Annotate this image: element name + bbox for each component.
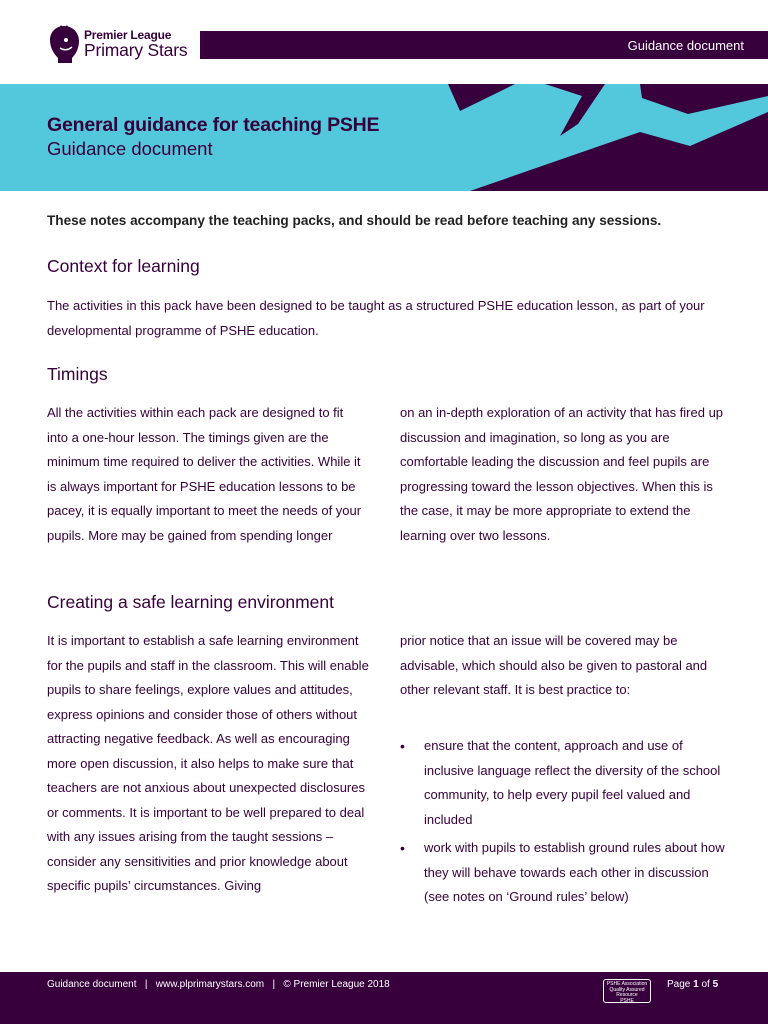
context-paragraph: The activities in this pack have been designed to be taught as a structured PSHE education lesson, as part of your developmental programme of PSHE education. bbox=[47, 298, 705, 338]
section-heading-context: Context for learning bbox=[47, 256, 200, 276]
best-practice-list bbox=[400, 734, 730, 914]
pshe-quality-badge bbox=[603, 979, 651, 1003]
footer-text bbox=[47, 979, 390, 990]
page-total: 5 bbox=[712, 979, 719, 990]
page-subtitle: Guidance document bbox=[47, 138, 213, 159]
badge-line1: PSHE Association bbox=[606, 981, 648, 987]
brand-line2: Primary Stars bbox=[84, 40, 188, 60]
intro-note: These notes accompany the teaching packs, and should be read before teaching any sessions. bbox=[47, 213, 662, 228]
badge-line2: Quality Assured bbox=[609, 986, 645, 993]
lion-logo-icon bbox=[46, 24, 82, 64]
badge-line3: Resource bbox=[616, 992, 638, 998]
footer-links: Guidance document | www.plprimarystars.com | © Premier League 2018 bbox=[47, 979, 390, 990]
safe-paragraph-left: It is important to establish a safe learning environment for the pupils and staff in the classroom. This will enable pupils to share feelings, explore values and attitudes, express opinions and consider those of others without attracting negative feedback. As well as encouraging more open discussion, it also helps to make sure that teachers are not anxious about unexpected disclosures or comments. It is important to be well prepared to deal with any issues arising from the taught sessions – consider any sensitivities and prior knowledge about specific pupils’ circumstances. Giving bbox=[47, 633, 369, 893]
page-title: General guidance for teaching PSHE bbox=[47, 114, 380, 136]
safe-paragraph-right: prior notice that an issue will be covered may be advisable, which should also be given to pastoral and other relevant staff. It is best practice to: bbox=[400, 633, 708, 697]
section-heading-timings: Timings bbox=[47, 364, 108, 384]
page-prefix: Page bbox=[667, 979, 691, 990]
page-of: of bbox=[701, 979, 710, 990]
badge-line4: PSHE bbox=[620, 997, 634, 1004]
page-current: 1 bbox=[693, 979, 699, 990]
list-item: • ensure that the content, approach and use of inclusive language reflect the diversity of the school community, to help every pupil feel valued and included bbox=[400, 734, 730, 832]
section-heading-safe-environment: Creating a safe learning environment bbox=[47, 592, 334, 612]
header-doc-type: Guidance document bbox=[627, 38, 744, 53]
timings-paragraph-left: All the activities within each pack are designed to fit into a one-hour lesson. The timings given are the minimum time required to deliver the activities. While it is always important for PSHE education lessons to be pacey, it is equally important to meet the needs of your pupils. More may be gained from spending longer bbox=[47, 405, 362, 543]
timings-paragraph-right: on an in-depth exploration of an activity that has fired up discussion and imagination, so long as you are comfortable leading the discussion and feel pupils are progressing toward the lesson objectives. When this is the case, it may be more appropriate to extend the learning over two lessons. bbox=[400, 405, 724, 543]
brand-line1: Premier League bbox=[84, 28, 172, 42]
page-number bbox=[667, 979, 718, 990]
list-item: • work with pupils to establish ground rules about how they will behave towards each other in discussion (see notes on ‘Ground rules’ below) bbox=[400, 836, 730, 910]
